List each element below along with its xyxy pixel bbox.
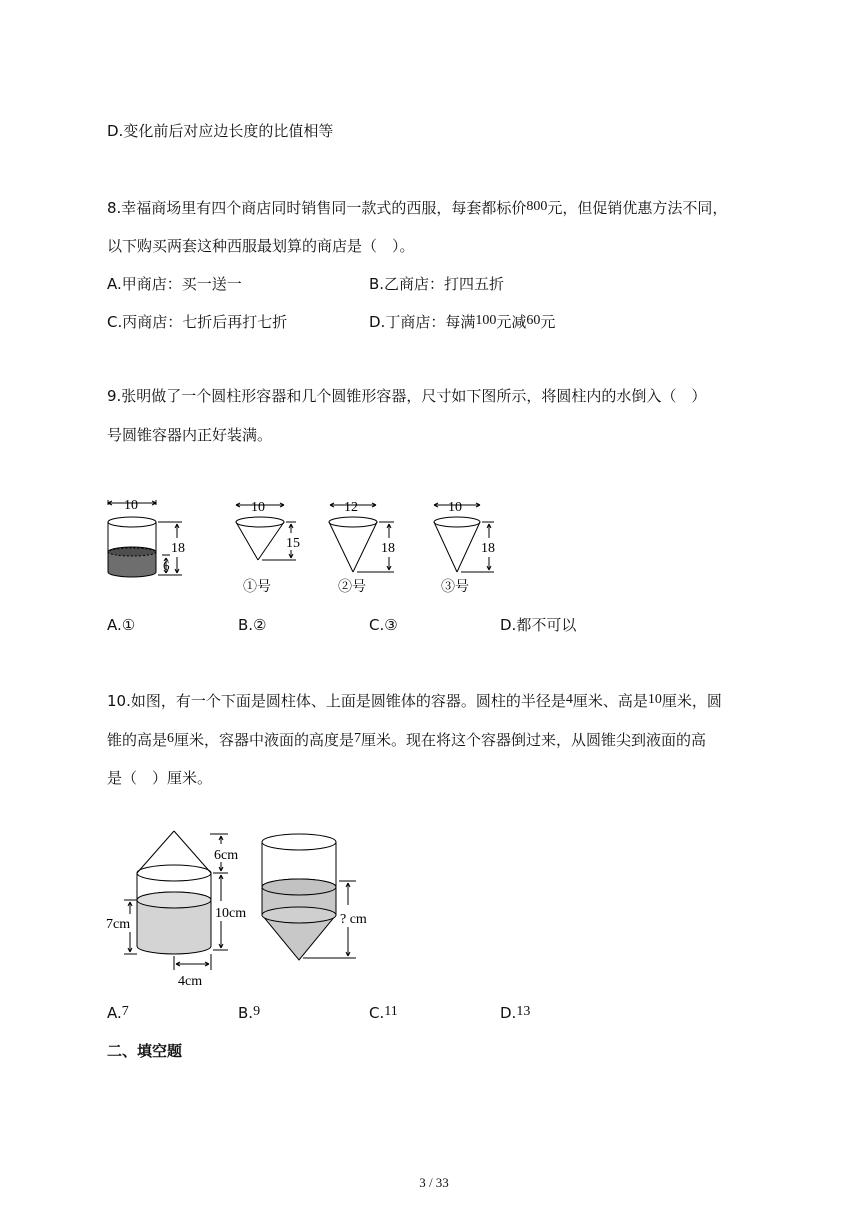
q10-option-a [107,1003,129,1025]
q10-option-d-letter: D. [500,1004,517,1022]
q9-c1-label: ①号 [243,580,271,595]
q8-option-d-n2: 60 [526,313,541,328]
q9-c1-height: 15 [286,536,300,551]
q10-text-b: 厘米、高是 [572,692,648,710]
q9-cyl-diameter: 10 [124,498,138,513]
q8-option-d-n1: 100 [475,313,497,328]
q10-option-b-value: 9 [253,1004,261,1019]
q8-stem-line1 [107,198,727,220]
q10-stem-line3: 是（ ）厘米。 [107,769,213,787]
q9-option-b: B.② [238,616,267,634]
q10-option-c-value: 11 [384,1004,398,1019]
q9-option-d: D.都不可以 [500,616,577,634]
q10-stem-line1 [107,691,722,713]
section-heading: 二、填空题 [107,1042,183,1060]
q8-option-c: C.丙商店：七折后再打七折 [107,313,288,331]
q10-cone-h-label: 6cm [214,848,239,863]
q8-text-b: 元，但促销优惠方法不同， [547,199,728,217]
q9-c3-label: ③号 [441,580,469,595]
q10-radius-label: 4cm [178,974,203,989]
q8-price: 800 [526,199,548,214]
q8-option-b: B.乙商店：打四五折 [369,275,505,293]
q10-cone-height: 6 [167,731,175,746]
q10-cyl-h-label: 10cm [215,906,247,921]
q8-text-a: 8.幸福商场里有四个商店同时销售同一款式的西服，每套都标价 [107,199,527,217]
q10-text-d: 锥的高是 [107,731,168,749]
q10-option-c-letter: C. [369,1004,385,1022]
q9-figure [100,495,520,600]
q9-option-c: C.③ [369,616,398,634]
q7-option-d: D.变化前后对应边长度的比值相等 [107,122,334,140]
q8-option-d [369,312,555,334]
q10-option-b [238,1003,260,1025]
q10-text-c: 厘米，圆 [661,692,722,710]
q10-option-d [500,1003,530,1025]
q8-option-a: A.甲商店：买一送一 [107,275,242,293]
q10-option-a-value: 7 [121,1004,129,1019]
q10-option-b-letter: B. [238,1004,254,1022]
q10-option-d-value: 13 [516,1004,531,1019]
q9-c1-diameter: 10 [251,500,265,515]
q8-option-d-c: 元 [540,313,556,331]
q8-option-d-b: 元减 [496,313,527,331]
q9-c3-diameter: 10 [448,500,462,515]
q10-height: 10 [647,692,662,707]
page-number: 3 / 33 [419,1175,449,1190]
q9-c3-height: 18 [481,541,495,556]
q9-c2-height: 18 [381,541,395,556]
q9-option-a: A.① [107,616,136,634]
q10-text-a: 10.如图，有一个下面是圆柱体、上面是圆锥体的容器。圆柱的半径是 [107,692,566,710]
q10-text-f: 厘米。现在将这个容器倒过来，从圆锥尖到液面的高 [361,731,707,749]
q8-stem-line2: 以下购买两套这种西服最划算的商店是（ ）。 [107,237,415,255]
q10-unknown-label: ? cm [340,912,367,927]
q9-cyl-water: 6 [163,558,170,573]
q9-cyl-height: 18 [171,541,185,556]
q10-figure [100,828,400,993]
q10-radius: 4 [565,692,573,707]
q10-text-e: 厘米，容器中液面的高度是 [174,731,355,749]
q9-c2-label: ②号 [338,580,366,595]
q9-stem-line1: 9.张明做了一个圆柱形容器和几个圆锥形容器，尺寸如下图所示，将圆柱内的水倒入（ ） [107,387,707,405]
q9-c2-diameter: 12 [344,500,358,515]
q8-option-d-a: D.丁商店：每满 [369,313,476,331]
q10-option-c [369,1003,398,1025]
q10-water-height: 7 [354,731,362,746]
q10-stem-line2 [107,730,706,752]
q10-option-a-letter: A. [107,1004,122,1022]
q9-stem-line2: 号圆锥容器内正好装满。 [107,426,273,444]
q10-water-h-label: 7cm [106,917,131,932]
